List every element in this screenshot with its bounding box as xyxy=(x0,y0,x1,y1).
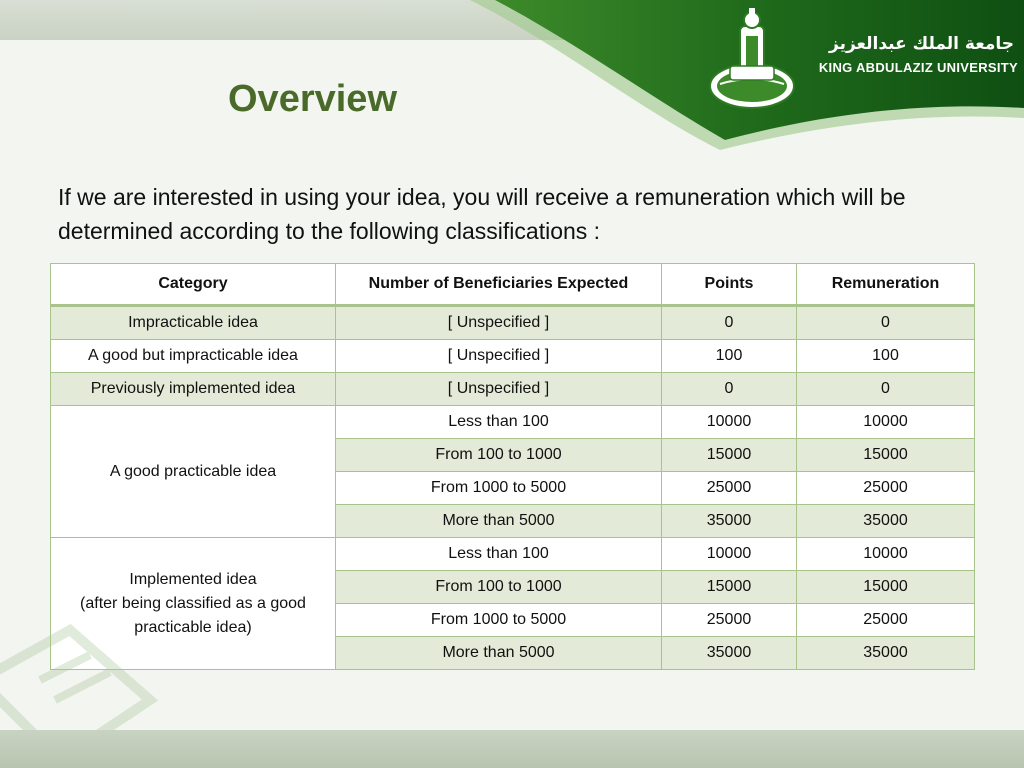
points-cell: 25000 xyxy=(662,472,797,505)
remuneration-cell: 100 xyxy=(797,340,975,373)
table-row xyxy=(51,306,975,340)
remuneration-cell: 35000 xyxy=(797,637,975,670)
points-cell: 15000 xyxy=(662,439,797,472)
table-row xyxy=(51,373,975,406)
table-row xyxy=(51,538,975,571)
points-cell: 0 xyxy=(662,306,797,340)
remuneration-cell: 10000 xyxy=(797,406,975,439)
remuneration-cell: 15000 xyxy=(797,439,975,472)
table-row xyxy=(51,340,975,373)
table-header-row xyxy=(51,264,975,306)
points-cell: 35000 xyxy=(662,505,797,538)
remuneration-cell: 0 xyxy=(797,373,975,406)
column-header-category: Category xyxy=(51,264,336,306)
category-line: (after being classified as a good xyxy=(80,594,306,612)
beneficiaries-cell: More than 5000 xyxy=(336,505,662,538)
points-cell: 15000 xyxy=(662,571,797,604)
column-header-remuneration: Remuneration xyxy=(797,264,975,306)
points-cell: 35000 xyxy=(662,637,797,670)
table-row xyxy=(51,406,975,439)
category-cell: Impracticable idea xyxy=(51,306,336,340)
remuneration-cell: 10000 xyxy=(797,538,975,571)
page-title: Overview xyxy=(228,78,397,120)
remuneration-table xyxy=(50,263,975,670)
remuneration-cell: 25000 xyxy=(797,472,975,505)
university-name-arabic: جامعة الملك عبدالعزيز xyxy=(829,34,1014,54)
remuneration-cell: 35000 xyxy=(797,505,975,538)
university-name-english: KING ABDULAZIZ UNIVERSITY xyxy=(818,60,1018,75)
category-cell: Previously implemented idea xyxy=(51,373,336,406)
category-line: Implemented idea xyxy=(129,570,257,588)
points-cell: 0 xyxy=(662,373,797,406)
points-cell: 100 xyxy=(662,340,797,373)
beneficiaries-cell: [ Unspecified ] xyxy=(336,373,662,406)
beneficiaries-cell: From 1000 to 5000 xyxy=(336,472,662,505)
remuneration-cell: 25000 xyxy=(797,604,975,637)
category-line: practicable idea) xyxy=(134,618,252,636)
beneficiaries-cell: From 100 to 1000 xyxy=(336,439,662,472)
beneficiaries-cell: [ Unspecified ] xyxy=(336,340,662,373)
remuneration-cell: 15000 xyxy=(797,571,975,604)
points-cell: 10000 xyxy=(662,406,797,439)
beneficiaries-cell: Less than 100 xyxy=(336,406,662,439)
category-cell: A good but impracticable idea xyxy=(51,340,336,373)
beneficiaries-cell: Less than 100 xyxy=(336,538,662,571)
beneficiaries-cell: From 100 to 1000 xyxy=(336,571,662,604)
beneficiaries-cell: More than 5000 xyxy=(336,637,662,670)
intro-paragraph: If we are interested in using your idea, you will receive a remuneration which will be determined according to the following classifications : xyxy=(58,184,906,244)
university-seal-icon xyxy=(700,6,805,121)
column-header-points: Points xyxy=(662,264,797,306)
university-logo xyxy=(700,6,1020,126)
points-cell: 25000 xyxy=(662,604,797,637)
bottom-band xyxy=(0,730,1024,768)
column-header-beneficiaries: Number of Beneficiaries Expected xyxy=(336,264,662,306)
category-cell: A good practicable idea xyxy=(51,406,336,538)
remuneration-cell: 0 xyxy=(797,306,975,340)
beneficiaries-cell: [ Unspecified ] xyxy=(336,306,662,340)
beneficiaries-cell: From 1000 to 5000 xyxy=(336,604,662,637)
points-cell: 10000 xyxy=(662,538,797,571)
